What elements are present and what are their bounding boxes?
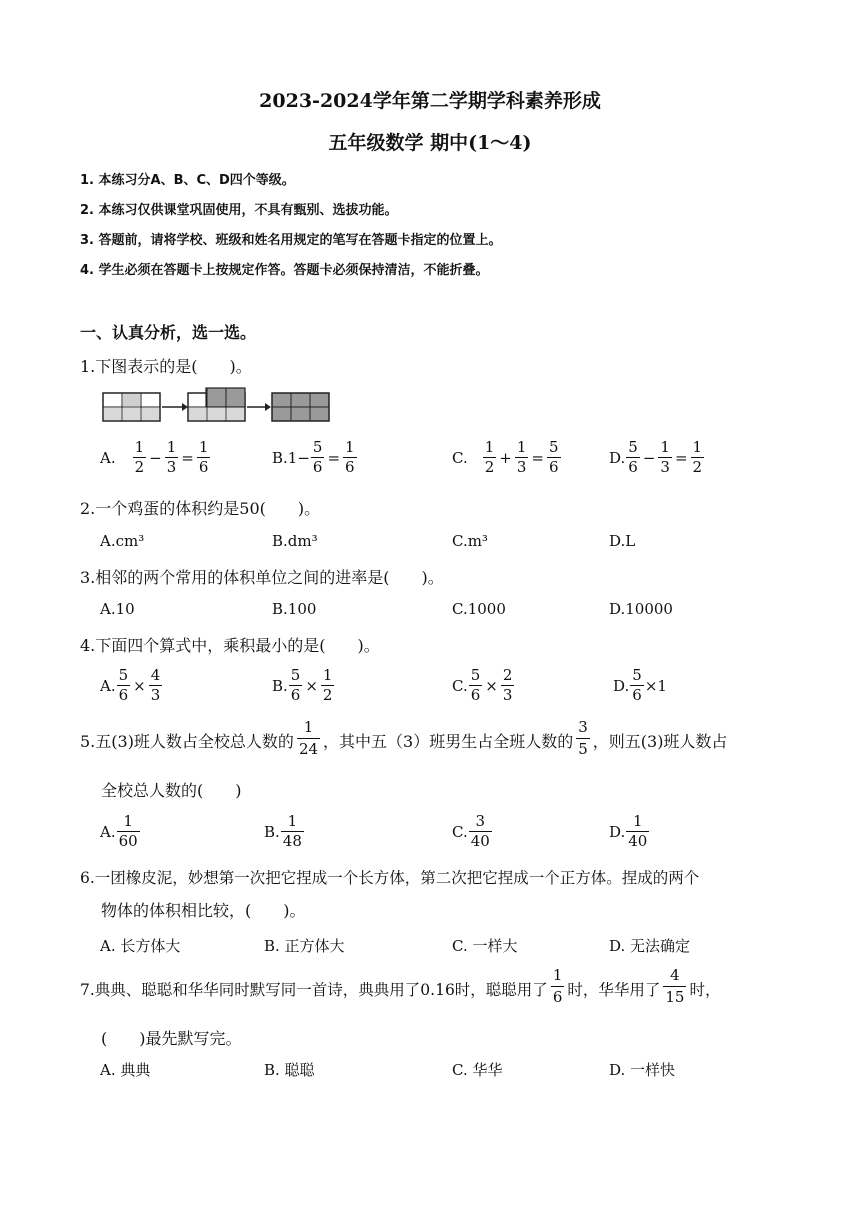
arrow-icon	[247, 403, 271, 411]
figure-grid-right	[272, 393, 329, 421]
q6-option-d[interactable]: D. 无法确定	[609, 937, 691, 955]
q6-option-b[interactable]: B. 正方体大	[264, 937, 345, 955]
q2-option-d[interactable]: D.L	[609, 532, 636, 550]
q5-option-c[interactable]: C. $\frac{3}{40}$	[452, 812, 490, 850]
arrow-icon	[162, 403, 188, 411]
q4-option-d[interactable]: D. $\frac{5}{6}$ ×1	[613, 666, 667, 704]
question-1-stem: 1.下图表示的是( )。	[80, 357, 252, 376]
fraction: $\frac{1}{2}$	[484, 438, 495, 476]
fraction: $\frac{1}{60}$	[118, 812, 138, 850]
q1-option-b[interactable]: B. 1− $\frac{5}{6}$ = $\frac{1}{6}$	[272, 438, 355, 476]
q5-option-b[interactable]: B. $\frac{1}{48}$	[264, 812, 302, 850]
fraction: $\frac{3}{5}$	[578, 718, 588, 758]
q7-option-d[interactable]: D. 一样快	[609, 1061, 676, 1079]
q4-option-b[interactable]: B. $\frac{5}{6}$ × $\frac{1}{2}$	[272, 666, 333, 704]
fraction: $\frac{1}{3}$	[516, 438, 527, 476]
note-3: 3. 答题前，请将学校、班级和姓名用规定的笔写在答题卡指定的位置上。	[80, 233, 502, 248]
q7-option-a[interactable]: A. 典典	[100, 1061, 151, 1079]
q1-option-a[interactable]: A. $\frac{1}{2}$ − $\frac{1}{3}$ = $\frac{1}{6}$	[100, 438, 209, 476]
q4-option-a[interactable]: A. $\frac{5}{6}$ × $\frac{4}{3}$	[100, 666, 161, 704]
fraction: $\frac{5}{6}$	[548, 438, 559, 476]
fraction: $\frac{1}{6}$	[345, 438, 355, 476]
q7-option-c[interactable]: C. 华华	[452, 1061, 503, 1079]
q1-option-d[interactable]: D. $\frac{5}{6}$ − $\frac{1}{3}$ = $\frac{1}{2}$	[609, 438, 703, 476]
fraction: $\frac{1}{2}$	[134, 438, 145, 476]
q6-option-a[interactable]: A. 长方体大	[100, 937, 181, 955]
fraction: $\frac{1}{3}$	[660, 438, 670, 476]
note-4: 4. 学生必须在答题卡上按规定作答。答题卡必须保持清洁，不能折叠。	[80, 263, 489, 278]
q6-option-c[interactable]: C. 一样大	[452, 937, 518, 955]
fraction: $\frac{1}{2}$	[322, 666, 333, 704]
q5-option-a[interactable]: A. $\frac{1}{60}$	[100, 812, 138, 850]
q2-option-a[interactable]: A.cm³	[100, 532, 145, 550]
q3-option-a[interactable]: A.10	[100, 600, 135, 618]
figure-grid-left	[103, 393, 160, 421]
question-7-stem-line2: ( )最先默写完。	[101, 1029, 242, 1048]
q2-option-c[interactable]: C.m³	[452, 532, 488, 550]
q1-option-c[interactable]: C. $\frac{1}{2}$ + $\frac{1}{3}$ = $\frac{5}{6}$	[452, 438, 559, 476]
section-heading: 一、认真分析，选一选。	[80, 323, 257, 342]
question-6-stem-line2: 物体的体积相比较，( )。	[101, 901, 306, 920]
question-3-stem: 3.相邻的两个常用的体积单位之间的进率是( )。	[80, 568, 444, 587]
fraction: $\frac{1}{3}$	[166, 438, 177, 476]
fraction: $\frac{5}{6}$	[628, 438, 638, 476]
fraction: $\frac{4}{15}$	[665, 966, 685, 1006]
fraction: $\frac{3}{40}$	[470, 812, 490, 850]
fraction: $\frac{1}{6}$	[552, 966, 563, 1006]
question-2-stem: 2.一个鸡蛋的体积约是50( )。	[80, 499, 321, 518]
fraction: $\frac{5}{6}$	[632, 666, 642, 704]
fraction: $\frac{5}{6}$	[312, 438, 323, 476]
q5-option-d[interactable]: D. $\frac{1}{40}$	[609, 812, 648, 850]
q4-option-c[interactable]: C. $\frac{5}{6}$ × $\frac{2}{3}$	[452, 666, 513, 704]
fraction: $\frac{5}{6}$	[290, 666, 301, 704]
note-2: 2. 本练习仅供课堂巩固使用，不具有甄别、选拔功能。	[80, 203, 398, 218]
q3-option-b[interactable]: B.100	[272, 600, 317, 618]
paper-title: 2023-2024学年第二学期学科素养形成	[259, 90, 601, 112]
note-1: 1. 本练习分A、B、C、D四个等级。	[80, 173, 295, 188]
question-5-stem-line2: 全校总人数的( )	[101, 781, 242, 800]
paper-subtitle: 五年级数学 期中(1～4)	[328, 132, 532, 154]
figure-grid-middle	[188, 388, 245, 421]
fraction: $\frac{1}{6}$	[198, 438, 209, 476]
q2-option-b[interactable]: B.dm³	[272, 532, 318, 550]
q7-option-b[interactable]: B. 聪聪	[264, 1061, 315, 1079]
q3-option-c[interactable]: C.1000	[452, 600, 506, 618]
fraction-figure	[102, 387, 332, 427]
fraction: $\frac{5}{6}$	[118, 666, 129, 704]
fraction: $\frac{4}{3}$	[150, 666, 161, 704]
fraction: $\frac{1}{24}$	[298, 718, 319, 758]
question-5-stem: 5.五(3)班人数占全校总人数的 $\frac{1}{24}$ ，其中五（3）班男生占全班人数的 $\frac{3}{5}$ ，则五(3)班人数占	[80, 718, 728, 758]
fraction: $\frac{1}{40}$	[628, 812, 648, 850]
fraction: $\frac{1}{2}$	[692, 438, 703, 476]
question-6-stem: 6.一团橡皮泥，妙想第一次把它捏成一个长方体，第二次把它捏成一个正方体。捏成的两个	[80, 869, 700, 887]
fraction: $\frac{2}{3}$	[502, 666, 513, 704]
question-4-stem: 4.下面四个算式中，乘积最小的是( )。	[80, 636, 380, 655]
q3-option-d[interactable]: D.10000	[609, 600, 673, 618]
question-7-stem: 7.典典、聪聪和华华同时默写同一首诗，典典用了0.16时，聪聪用了 $\frac{1}{6}$ 时，华华用了 $\frac{4}{15}$ 时，	[80, 966, 721, 1006]
fraction: $\frac{5}{6}$	[470, 666, 481, 704]
fraction: $\frac{1}{48}$	[282, 812, 302, 850]
